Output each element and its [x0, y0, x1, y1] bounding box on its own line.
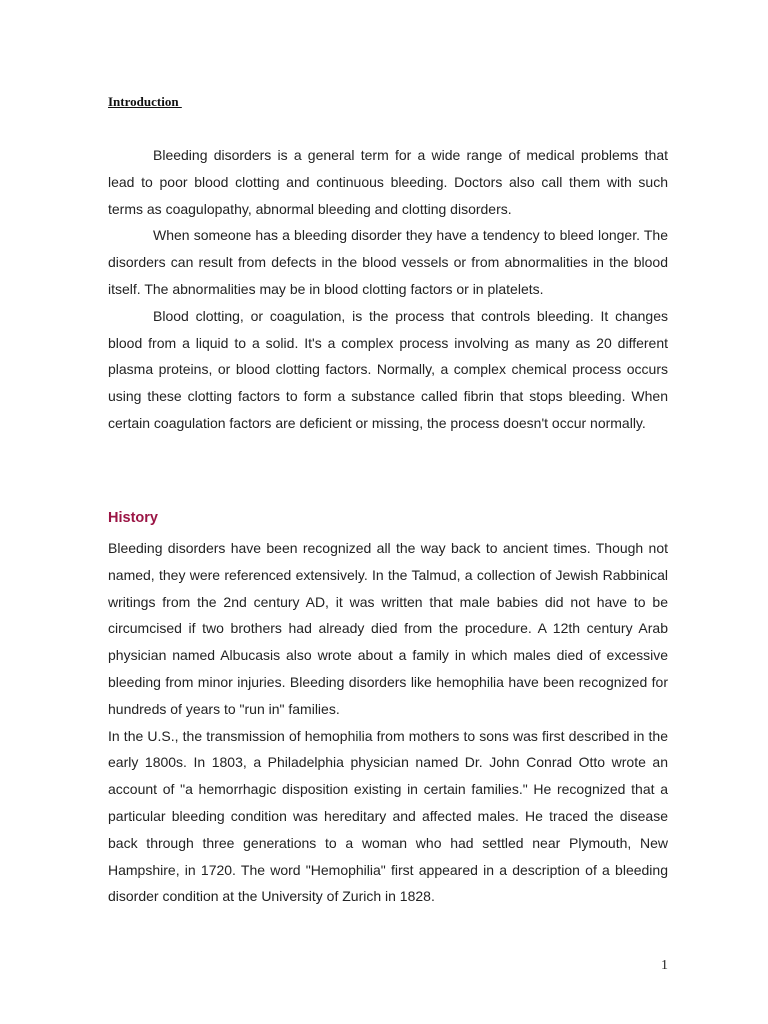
introduction-heading: Introduction: [108, 94, 182, 109]
document-page: [108, 0, 668, 1024]
history-heading: History: [108, 510, 158, 526]
introduction-section: [108, 142, 668, 437]
history-paragraph-1: Bleeding disorders have been recognized all the way back to ancient times. Though not named, they were referenced extensively. In the Talmud, a collection of Jewish Rabbinical writings from the 2nd century AD, it was written that male babies did not have to be circumcised if two brothers had already died from the procedure. A 12th century Arab physician named Albucasis also wrote about a family in which males died of excessive bleeding from minor injuries. Bleeding disorders like hemophilia have been recognized for hundreds of years to "run in" families.: [108, 540, 668, 717]
history-section: [108, 535, 668, 910]
introduction-paragraph-3: Blood clotting, or coagulation, is the process that controls bleeding. It changes blood from a liquid to a solid. It's a complex process involving as many as 20 different plasma proteins, or blood clotting factors. Normally, a complex chemical process occurs using these clotting factors to form a substance called fibrin that stops bleeding. When certain coagulation factors are deficient or missing, the process doesn't occur normally.: [108, 307, 668, 431]
introduction-paragraph-2: When someone has a bleeding disorder they have a tendency to bleed longer. The disorders can result from defects in the blood vessels or from abnormalities in the blood itself. The abnormalities may be in blood clotting factors or in platelets.: [108, 227, 668, 297]
introduction-paragraph-1: Bleeding disorders is a general term for a wide range of medical problems that lead to poor blood clotting and continuous bleeding. Doctors also call them with such terms as coagulopathy, abnormal bleeding and clotting disorders.: [108, 147, 668, 217]
page-number: 1: [661, 958, 668, 973]
history-paragraph-2: In the U.S., the transmission of hemophilia from mothers to sons was first described in the early 1800s. In 1803, a Philadelphia physician named Dr. John Conrad Otto wrote an account of "a hemorrhagic disposition existing in certain families." He recognized that a particular bleeding condition was hereditary and affected males. He traced the disease back through three generations to a woman who had settled near Plymouth, New Hampshire, in 1720. The word "Hemophilia" first appeared in a description of a bleeding disorder condition at the University of Zurich in 1828.: [108, 727, 668, 905]
